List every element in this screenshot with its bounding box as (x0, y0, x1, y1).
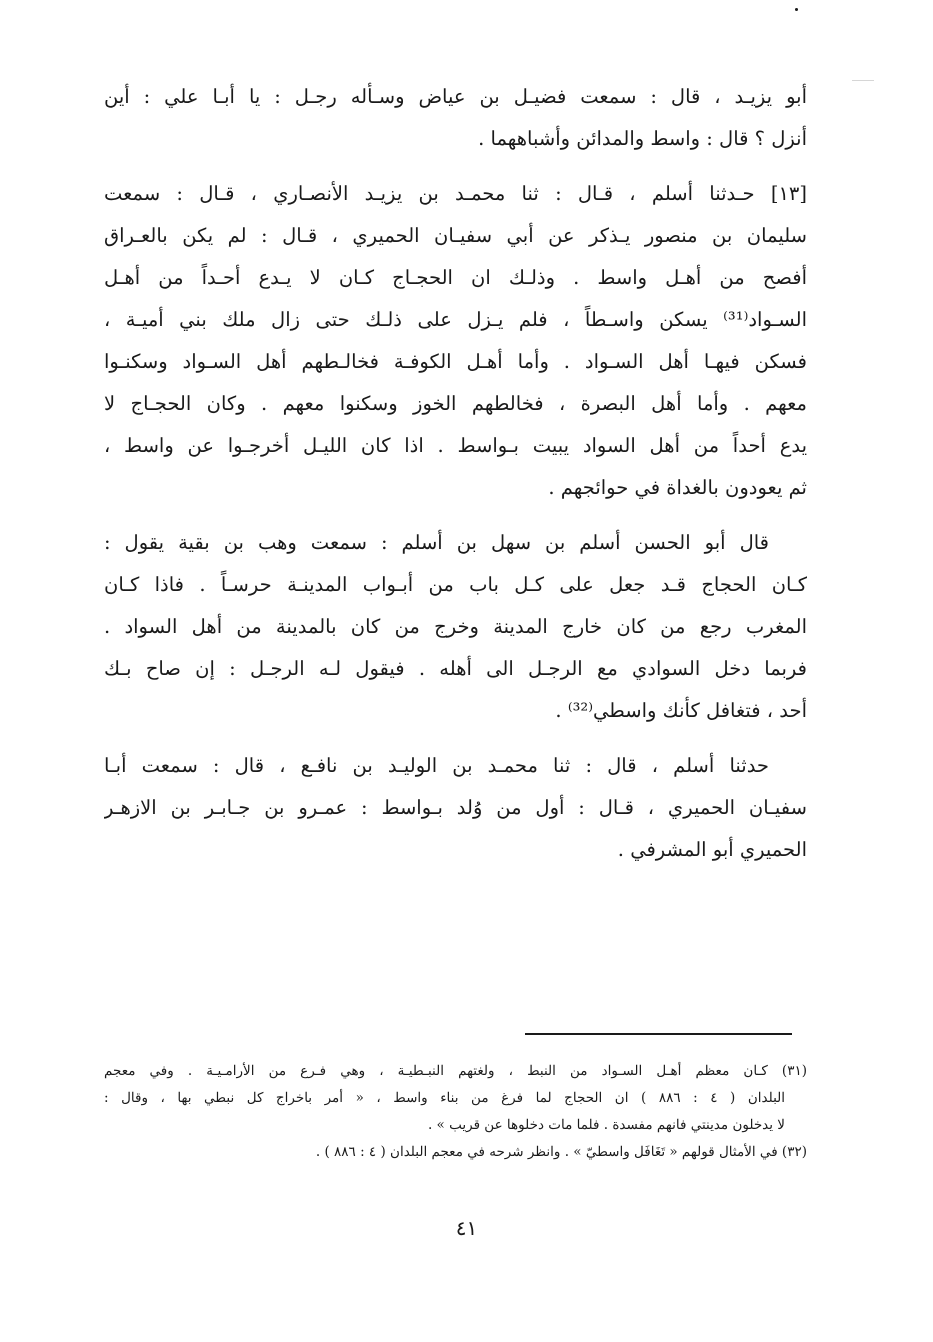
text-line: يدع أحداً من أهل السواد يبيت بـواسط . اذا كان الليـل أخرجـوا عن واسط ، (104, 434, 807, 457)
paragraph-1 (104, 76, 807, 160)
footnote-line: (٣٢) في الأمثال قولهم « تَغَافَل واسطيّ » . وانظر شرحه في معجم البلدان ( ٤ : ٨٨٦ ) . (315, 1144, 807, 1160)
text-line: كـان الحجاج قـد جعل على كـل باب من أبـواب المدينـة حرسـاً . فاذا كـان (104, 573, 807, 596)
text-line: معهم . وأما أهل البصرة ، فخالطهم الخوز وسكنوا معهم . وكان الحجـاج لا (104, 392, 807, 415)
text-line: حدثنا أسلم ، قال : ثنا محمـد بن الوليـد بن نافـع ، قال : سمعت أبـا (104, 754, 769, 777)
footnote-line: لا يدخلون مدينتي فانهم مفسدة . فلما مات دخلوها عن قريب » . (427, 1117, 785, 1133)
footnote-separator (525, 1033, 792, 1035)
text-line: أفصح من أهـل واسط . وذلـك ان الحجـاج كـان لا يـدع أحـداً من أهـل (104, 266, 807, 289)
footnote-31 (104, 1058, 807, 1139)
text-line: سليمان بن منصور يـذكر عن أبي سفيـان الحميري ، قـال : لم يكن بالعـراق (104, 224, 807, 247)
text-line: [١٣] حـدثنا أسلم ، قـال : ثنا محمـد بن يزيـد الأنصـاري ، قـال : سمعت (104, 182, 807, 205)
text-line: سفيـان الحميري ، قـال : أول من وُلد بـواسط : عمـرو بن جـابـر بن الازهـر (104, 796, 807, 819)
text-line: ثم يعودون بالغداة في حوائجهم . (548, 476, 807, 499)
scan-mark (852, 80, 874, 81)
text-line: أحد ، فتغافل كأنك واسطي⁽³²⁾ . (555, 699, 807, 722)
text-line: أنزل ؟ قال : واسط والمدائن وأشباههما . (478, 127, 807, 150)
main-text (104, 76, 807, 871)
footnote-line: (٣١) كـان معظم أهـل السـواد من النبط ، ولغتهم النبـطيـة ، وهي فـرع من الأرامـيـة . وفي معجم (104, 1063, 807, 1079)
text-line: فربما دخل السوادي مع الرجـل الى أهله . فيقول لـه الرجـل : إن صاح بـك (104, 657, 807, 680)
ink-dot (795, 8, 798, 11)
text-line: المغرب رجع من كان خارج المدينة وخرج من كان بالمدينة من أهل السواد . (104, 615, 807, 638)
page-number: ٤١ (455, 1216, 478, 1240)
text-line: أبو يزيـد ، قال : سمعت فضيـل بن عياض وسـأله رجـل : يا أبـا علي : أين (104, 85, 807, 108)
footnotes (104, 1058, 807, 1166)
text-line: فسكن فيهـا أهل السـواد . وأما أهـل الكوفـة فخالـطهم أهل السـواد وسكنـوا (104, 350, 807, 373)
text-line: قال أبو الحسن أسلم بن سهل بن أسلم : سمعت وهب بن بقية يقول : (104, 531, 769, 554)
text-line: الحميري أبو المشرفي . (617, 838, 807, 861)
paragraph-4 (104, 745, 807, 871)
paragraph-3 (104, 522, 807, 732)
footnote-32 (104, 1139, 807, 1166)
footnote-line: البلدان ( ٤ : ٨٨٦ ) ان الحجاج لما فرغ من بناء واسط ، « أمر باخراج كل نبطي بها ، وقال : (104, 1090, 786, 1106)
paragraph-2 (104, 173, 807, 509)
text-line: السـواد⁽³¹⁾ يسكن واسـطاً ، فلم يـزل على ذلـك حتى زال ملك بني أميـة ، (104, 308, 807, 331)
